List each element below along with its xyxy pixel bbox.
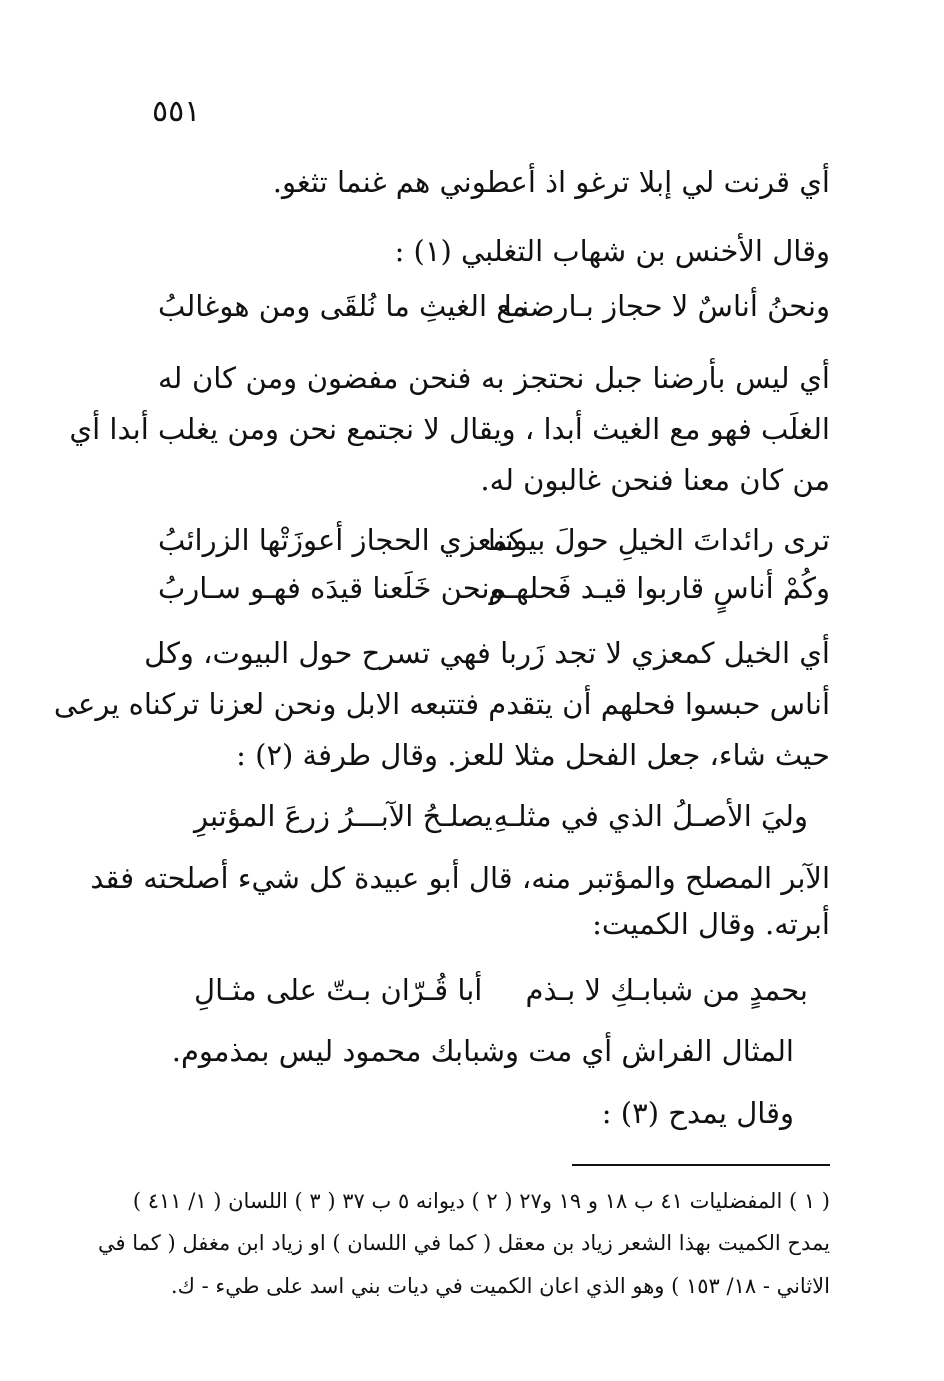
verse-first-hemistich: وكُمْ أناسٍ قاربوا قيـد فَحلهـم <box>488 571 830 605</box>
text-line: من كان معنا فنحن غالبون له. <box>480 463 830 497</box>
verse-second-hemistich: أبا قُـرّان بـتّ على مثـالِ <box>194 973 483 1007</box>
verse-first-hemistich: ونحنُ أناسٌ لا حجاز بـارضنـا <box>503 289 830 323</box>
verse-line <box>194 794 808 838</box>
verse-line <box>158 284 830 328</box>
footnote-separator <box>572 1164 830 1166</box>
text-line: وقال الأخنس بن شهاب التغلبي (١) : <box>394 234 830 268</box>
verse-second-hemistich: يصلـحُ الآبـــرُ زرعَ المؤتبرِ <box>194 799 493 833</box>
verse-first-hemistich: ترى رائداتَ الخيلِ حولَ بيوتنا <box>487 523 830 557</box>
text-line: أي قرنت لي إبلا ترغو اذ أعطوني هم غنما تثغو. <box>272 165 830 199</box>
verse-first-hemistich: وليَ الأصـلُ الذي في مثلـهِ <box>493 799 808 833</box>
verse-line <box>158 518 830 562</box>
text-line: أي الخيل كمعزي لا تجد زَربا فهي تسرح حول البيوت، وكل <box>144 636 830 670</box>
text-line: الآبر المصلح والمؤتبر منه، قال أبو عبيدة كل شيء أصلحته فقد <box>90 861 830 895</box>
verse-second-hemistich: ونحن خَلَعنا قيدَه فهـو سـاربُ <box>158 571 504 605</box>
text-line: أبرته. وقال الكميت: <box>592 907 830 941</box>
footnote-line: ( ١ ) المفضليات ٤١ ب ١٨ و ١٩ و٢٧ ( ٢ ) ديوانه ٥ ب ٣٧ ( ٣ ) اللسان ( ١/ ٤١١ ) <box>132 1189 830 1213</box>
text-line: وقال يمدح (٣) : <box>601 1096 794 1130</box>
verse-line <box>194 968 808 1012</box>
verse-second-hemistich: كمعزي الحجاز أعوزَتْها الزرائبُ <box>158 523 523 557</box>
footnote-line: يمدح الكميت بهذا الشعر زياد بن معقل ( كما في اللسان ) او زياد ابن مغفل ( كما في <box>98 1231 830 1255</box>
text-line: حيث شاء، جعل الفحل مثلا للعز. وقال طرفة (٢) : <box>236 738 830 772</box>
page-number: ٥٥١ <box>152 94 201 129</box>
text-line: أناس حبسوا فحلهم أن يتقدم فتتبعه الابل ونحن لعزنا تركناه يرعى <box>53 687 830 721</box>
text-line: الغلَب فهو مع الغيث أبدا ، ويقال لا نجتمع نحن ومن يغلب أبدا أي <box>69 412 830 446</box>
footnote-line: الاثاني - ١٨/ ١٥٣ ) وهو الذي اعان الكميت في ديات بني اسد على طيء - ك. <box>170 1274 830 1298</box>
text-line: أي ليس بأرضنا جبل نحتجز به فنحن مفضون ومن كان له <box>158 361 830 395</box>
text-line: المثال الفراش أي مت وشبابك محمود ليس بمذموم. <box>171 1034 794 1068</box>
verse-line <box>158 566 830 610</box>
verse-first-hemistich: بحمدٍ من شبابـكِ لا بـذم <box>525 973 808 1007</box>
verse-second-hemistich: مع الغيثِ ما نُلقَى ومن هوغالبُ <box>158 289 528 323</box>
